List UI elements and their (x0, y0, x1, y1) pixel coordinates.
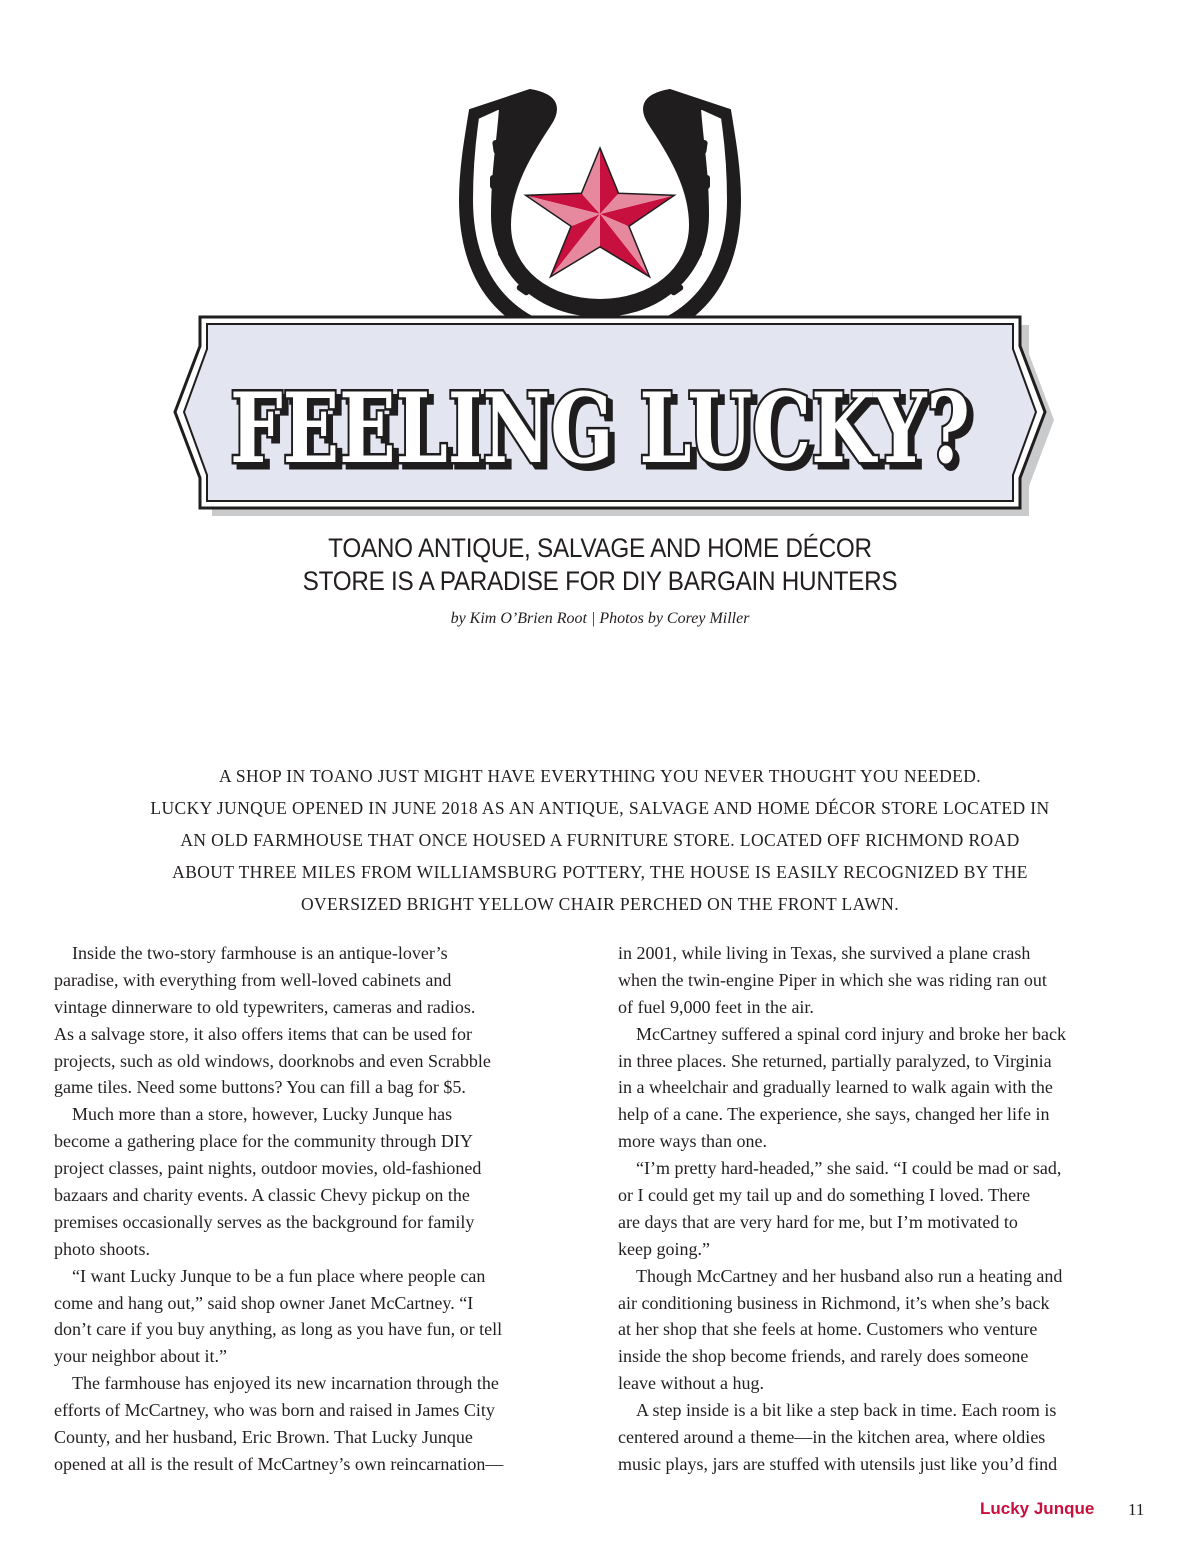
body-line: air conditioning business in Richmond, it’s when she’s back (618, 1292, 1050, 1313)
body-line: opened at all is the result of McCartney’s own reincarnation— (54, 1453, 504, 1474)
body-line: photo shoots. (54, 1238, 151, 1259)
subhead-line-2: STORE IS A PARADISE FOR DIY BARGAIN HUNTERS (302, 566, 898, 596)
body-line: inside the shop become friends, and rarely does someone (618, 1346, 1029, 1367)
body-line: don’t care if you buy anything, as long as you have fun, or tell (54, 1319, 503, 1340)
body-line: game tiles. Need some buttons? You can fill a bag for $5. (54, 1077, 466, 1098)
body-line: bazaars and charity events. A classic Chevy pickup on the (54, 1185, 470, 1206)
body-line: centered around a theme—in the kitchen area, where oldies (618, 1427, 1046, 1448)
body-line: paradise, with everything from well-loved cabinets and (54, 969, 452, 990)
body-line: of fuel 9,000 feet in the air. (618, 996, 814, 1017)
body-line: Though McCartney and her husband also run a heating and (636, 1265, 1063, 1286)
body-line: in three places. She returned, partially paralyzed, to Virginia (618, 1050, 1052, 1071)
feeling-lucky-title: FEELING LUCKY? (230, 372, 970, 485)
body-line: at her shop that she feels at home. Customers who venture (618, 1319, 1038, 1340)
body-line: “I want Lucky Junque to be a fun place where people can (72, 1265, 486, 1286)
subhead-line-1: TOANO ANTIQUE, SALVAGE AND HOME DÉCOR (328, 533, 872, 563)
intro-line: ABOUT THREE MILES FROM WILLIAMSBURG POTTERY, THE HOUSE IS EASILY RECOGNIZED BY THE (172, 862, 1028, 882)
body-line: Much more than a store, however, Lucky Junque has (72, 1104, 453, 1125)
body-line: efforts of McCartney, who was born and raised in James City (54, 1400, 495, 1421)
body-line: are days that are very hard for me, but I’m motivated to (618, 1211, 1018, 1232)
intro-line: LUCKY JUNQUE OPENED IN JUNE 2018 AS AN ANTIQUE, SALVAGE AND HOME DÉCOR STORE LOCATED IN (150, 798, 1050, 818)
body-line: As a salvage store, it also offers items that can be used for (54, 1023, 473, 1044)
body-line: become a gathering place for the community through DIY (54, 1131, 473, 1152)
intro-line: AN OLD FARMHOUSE THAT ONCE HOUSED A FURNITURE STORE. LOCATED OFF RICHMOND ROAD (180, 830, 1020, 850)
intro-line: A SHOP IN TOANO JUST MIGHT HAVE EVERYTHING YOU NEVER THOUGHT YOU NEEDED. (218, 766, 982, 786)
body-line: in 2001, while living in Texas, she survived a plane crash (618, 943, 1031, 963)
body-line: when the twin-engine Piper in which she was riding ran out (618, 969, 1047, 990)
body-column-left (54, 940, 589, 1478)
body-line: “I’m pretty hard-headed,” she said. “I could be mad or sad, (636, 1158, 1062, 1179)
body-line: your neighbor about it.” (54, 1346, 227, 1367)
body-line: project classes, paint nights, outdoor movies, old-fashioned (54, 1158, 482, 1179)
title-logo (0, 0, 1200, 520)
intro-line: OVERSIZED BRIGHT YELLOW CHAIR PERCHED ON THE FRONT LAWN. (300, 894, 899, 914)
body-column-right (618, 940, 1153, 1478)
body-line: Inside the two-story farmhouse is an antique-lover’s (72, 943, 448, 963)
body-line: more ways than one. (618, 1131, 767, 1152)
intro-paragraph (90, 760, 1110, 920)
body-line: help of a cane. The experience, she says, changed her life in (618, 1104, 1050, 1125)
nautical-star-icon (528, 150, 672, 275)
body-line: The farmhouse has enjoyed its new incarnation through the (72, 1373, 499, 1394)
body-line: McCartney suffered a spinal cord injury and broke her back (636, 1023, 1067, 1044)
body-line: leave without a hug. (618, 1373, 764, 1394)
body-line: premises occasionally serves as the background for family (54, 1211, 475, 1232)
body-line: keep going.” (618, 1238, 710, 1259)
body-line: projects, such as old windows, doorknobs and even Scrabble (54, 1050, 491, 1071)
footer-brand: Lucky Junque (980, 1499, 1095, 1518)
body-line: or I could get my tail up and do something I loved. There (618, 1185, 1031, 1206)
page-number: 11 (1128, 1500, 1145, 1519)
body-line: come and hang out,” said shop owner Janet McCartney. “I (54, 1292, 474, 1313)
body-line: vintage dinnerware to old typewriters, cameras and radios. (54, 996, 476, 1017)
byline: by Kim O’Brien Root | Photos by Corey Miller (450, 610, 750, 627)
body-line: in a wheelchair and gradually learned to walk again with the (618, 1077, 1053, 1098)
body-line: County, and her husband, Eric Brown. That Lucky Junque (54, 1427, 473, 1448)
body-line: music plays, jars are stuffed with utensils just like you’d find (618, 1453, 1058, 1474)
body-line: A step inside is a bit like a step back in time. Each room is (636, 1400, 1057, 1421)
